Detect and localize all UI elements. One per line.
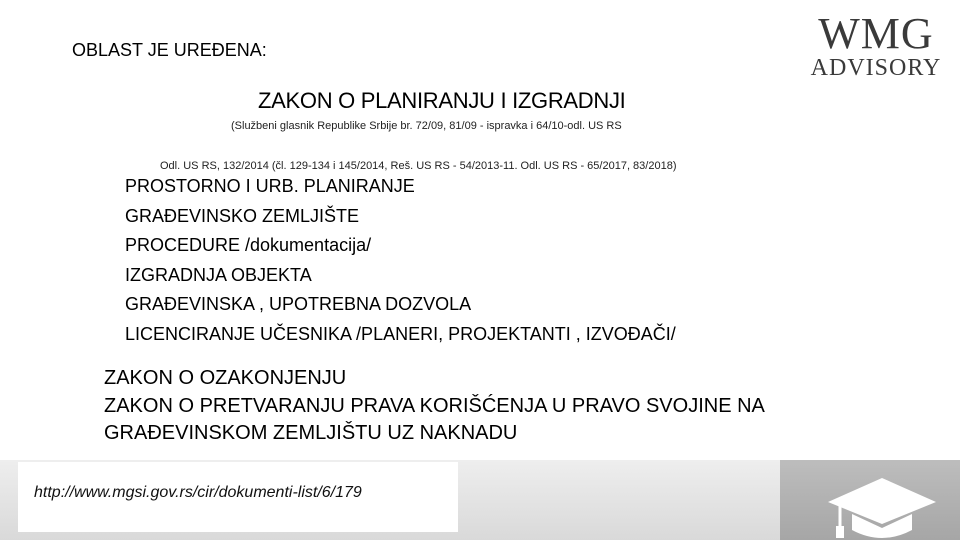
topic-item: IZGRADNJA OBJEKTA	[125, 264, 312, 285]
topics-list	[125, 172, 676, 349]
law-citation-line-1: (Službeni glasnik Republike Srbije br. 72/09, 81/09 - ispravka i 64/10-odl. US RS	[231, 120, 622, 132]
other-law-item: ZAKON O OZAKONJENJU	[104, 367, 347, 389]
law-title: ZAKON O PLANIRANJU I IZGRADNJI	[258, 88, 626, 113]
logo-wmg-text: WMG	[818, 9, 934, 58]
section-label: OBLAST JE UREĐENA:	[72, 40, 267, 60]
wmg-advisory-logo	[806, 9, 946, 82]
law-citation-line-2: Odl. US RS, 132/2014 (čl. 129-134 i 145/2014, Reš. US RS - 54/2013-11. Odl. US RS - 65/2017, 83/2018)	[160, 160, 677, 172]
topic-item: LICENCIRANJE UČESNIKA /PLANERI, PROJEKTANTI , IZVOĐAČI/	[125, 323, 676, 344]
other-law-item: GRAĐEVINSKOM ZEMLJIŠTU UZ NAKNADU	[104, 422, 518, 444]
other-law-item: ZAKON O PRETVARANJU PRAVA KORIŠĆENJA U PRAVO SVOJINE NA	[104, 394, 765, 417]
graduation-cap-icon	[812, 470, 952, 540]
logo-advisory-text: ADVISORY	[810, 55, 942, 81]
other-laws-list	[104, 365, 765, 448]
ministry-link[interactable]: http://www.mgsi.gov.rs/cir/dokumenti-list/6/179	[34, 484, 362, 501]
topic-item: GRAĐEVINSKA , UPOTREBNA DOZVOLA	[125, 294, 472, 314]
topic-item: PROSTORNO I URB. PLANIRANJE	[125, 176, 415, 196]
topic-item: PROCEDURE /dokumentacija/	[125, 235, 372, 255]
topic-item: GRAĐEVINSKO ZEMLJIŠTE	[125, 205, 360, 226]
